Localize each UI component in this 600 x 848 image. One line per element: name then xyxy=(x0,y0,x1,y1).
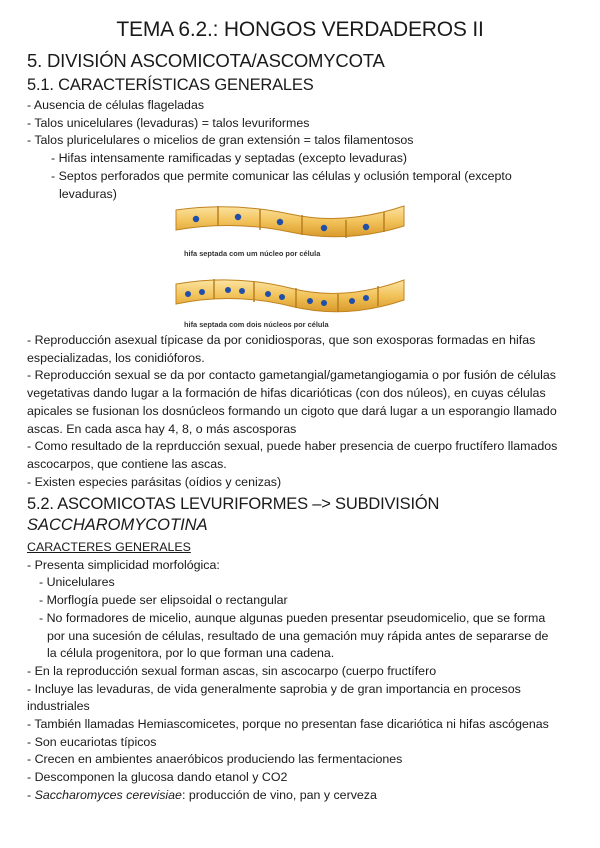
list-item: - Talos unicelulares (levaduras) = talos levuriformes xyxy=(27,115,310,130)
sub-list-item: - Hifas intensamente ramificadas y septadas (excepto levaduras) xyxy=(51,151,408,166)
list-item: - También llamadas Hemiascomicetes, porque no presentan fase dicariótica ni hifas ascógenas xyxy=(27,717,549,732)
subsection-heading: 5.1. CARACTERÍSTICAS GENERALES xyxy=(27,76,314,94)
nucleus xyxy=(349,298,355,304)
sub-list-item: - Morflogía puede ser elipsoidal o rectangular xyxy=(39,593,288,608)
species-name: Saccharomyces cerevisiae xyxy=(34,787,182,802)
list-item: - Reproducción asexual típicase da por conidiosporas, que son exosporas formadas en hifas especializadas, los conidióforos. xyxy=(27,333,536,365)
characteristics-list xyxy=(27,97,575,203)
subsection-heading-italic: SACCHAROMYCOTINA xyxy=(27,516,208,534)
subsection-heading: 5.2. ASCOMICOTAS LEVURIFORMES –> SUBDIVISIÓN xyxy=(27,495,440,513)
nucleus xyxy=(321,300,327,306)
nucleus xyxy=(307,298,313,304)
nucleus xyxy=(225,287,231,293)
figure-caption-2: hifa septada com dois núcleos por célula xyxy=(184,320,329,329)
list-item: - Talos pluricelulares o micelios de gran extensión = talos filamentosos xyxy=(27,133,414,148)
nucleus xyxy=(265,291,271,297)
page-title: TEMA 6.2.: HONGOS VERDADEROS II xyxy=(116,18,484,41)
sub-list-item: - Unicelulares xyxy=(39,575,115,590)
hyphae-figure xyxy=(174,200,406,332)
list-item: - Reproducción sexual se da por contacto gametangial/gametangiogamia o por fusión de células vegetativas dando lugar a la formación de hifas dicarióticas (con dos núleos), en cuyas células apicales se fusionan los dosnúcleos formando un cigoto que dará lugar a un esporangio llamado ascas. En cada asca hay 4, 8, o más ascosporas xyxy=(27,368,557,436)
nucleus xyxy=(185,291,191,297)
nucleus xyxy=(235,214,241,220)
reproduction-list xyxy=(27,332,575,491)
nucleus xyxy=(239,288,245,294)
item-text: : producción de vino, pan y cerveza xyxy=(181,787,377,802)
general-characters-list xyxy=(27,539,575,805)
nucleus xyxy=(199,289,205,295)
hypha-shape xyxy=(176,206,404,237)
nucleus xyxy=(363,295,369,301)
sub-list-item: - Septos perforados que permite comunicar las células y oclusión temporal (excepto levaduras) xyxy=(51,168,512,201)
list-item xyxy=(27,787,575,805)
list-item: - Presenta simplicidad morfológica: xyxy=(27,557,220,572)
list-heading: CARACTERES GENERALES xyxy=(27,540,191,554)
list-item: - Crecen en ambientes anaeróbicos produciendo las fermentaciones xyxy=(27,752,403,767)
list-item: - Son eucariotas típicos xyxy=(27,734,157,749)
hypha-shape xyxy=(176,280,404,312)
nucleus xyxy=(277,219,283,225)
nucleus xyxy=(279,294,285,300)
sub-list-item: - No formadores de micelio, aunque algunas pueden presentar pseudomicelio, que se forma por una sucesión de células, resultado de una gemación muy rápida antes de separarse de la célula progenitora, por lo que forman una cadena. xyxy=(39,610,549,661)
list-item: - En la reproducción sexual forman ascas, sin ascocarpo (cuerpo fructífero xyxy=(27,663,437,678)
list-item: - Como resultado de la reprducción sexual, puede haber presencia de cuerpo fructífero llamados ascocarpos, que contiene las ascas. xyxy=(27,439,558,471)
figure-caption-1: hifa septada com um núcleo por célula xyxy=(184,249,321,258)
list-item: - Descomponen la glucosa dando etanol y CO2 xyxy=(27,770,288,785)
nucleus xyxy=(363,224,369,230)
item-prefix: - xyxy=(27,787,35,802)
list-item: - Ausencia de células flageladas xyxy=(27,98,205,112)
nucleus xyxy=(321,225,327,231)
nucleus xyxy=(193,216,199,222)
list-item: - Incluye las levaduras, de vida generalmente saprobia y de gran importancia en procesos industriales xyxy=(27,681,521,714)
section-heading: 5. DIVISIÓN ASCOMICOTA/ASCOMYCOTA xyxy=(27,50,385,71)
list-item: - Existen especies parásitas (oídios y cenizas) xyxy=(27,474,282,489)
